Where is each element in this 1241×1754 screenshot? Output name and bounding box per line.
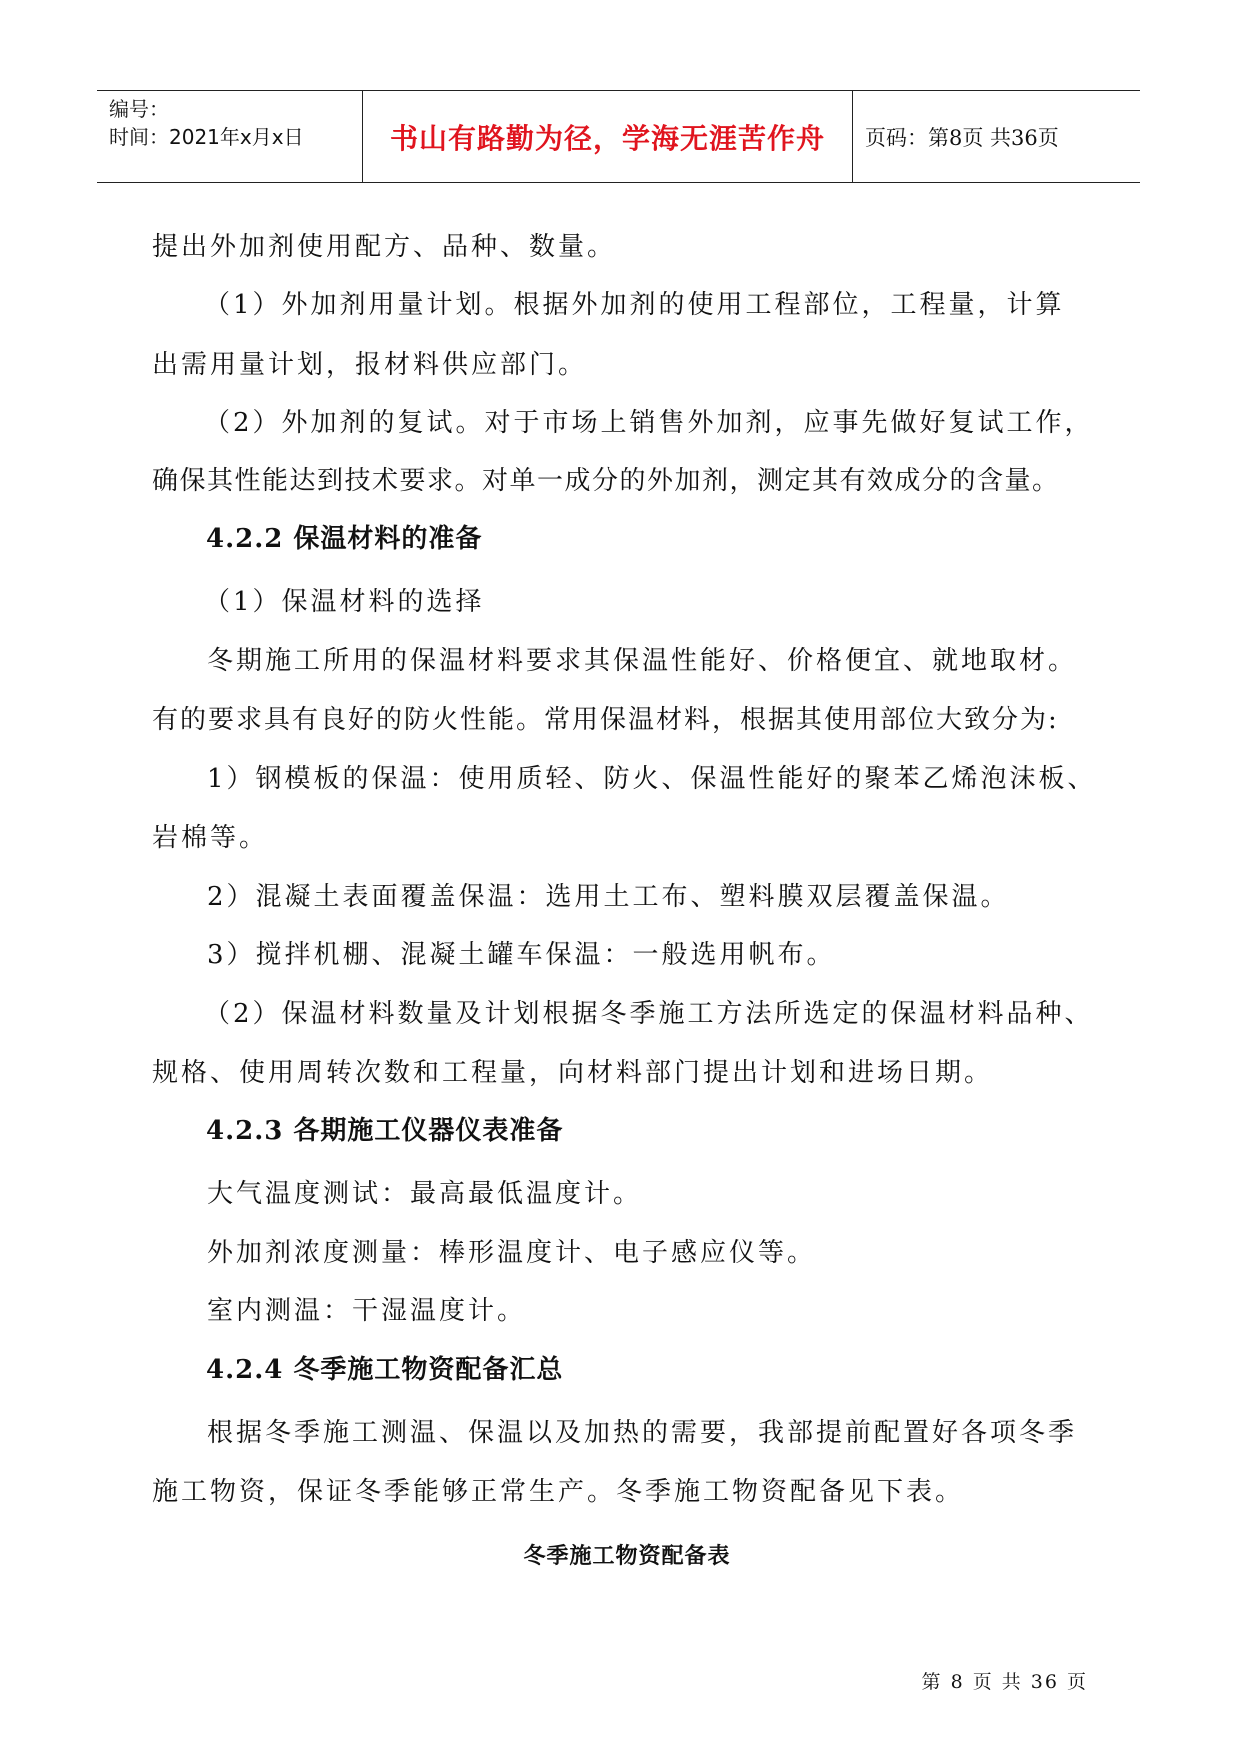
paragraph-line: 规格、使用周转次数和工程量，向材料部门提出计划和进场日期。	[152, 1058, 994, 1088]
document-number-label: 编号：	[109, 97, 169, 121]
paragraph-line: 1）钢模板的保温：使用质轻、防火、保温性能好的聚苯乙烯泡沫板、	[207, 764, 1097, 794]
section-heading-4-2-2: 4.2.2 保温材料的准备	[206, 524, 483, 554]
paragraph-line: （1）保温材料的选择	[204, 587, 485, 617]
header-motto: 书山有路勤为径，学海无涯苦作舟	[389, 121, 825, 155]
paragraph-line: 岩棉等。	[152, 823, 269, 853]
paragraph-line: 出需用量计划，报材料供应部门。	[152, 350, 588, 380]
header-left-cell	[97, 91, 363, 182]
header-page-cell	[853, 91, 1140, 182]
paragraph-line: 大气温度测试：最高最低温度计。	[207, 1179, 643, 1209]
header-motto-cell	[363, 91, 853, 182]
section-heading-4-2-3: 4.2.3 各期施工仪器仪表准备	[206, 1116, 564, 1146]
paragraph-line: （2）外加剂的复试。对于市场上销售外加剂，应事先做好复试工作，	[204, 408, 1094, 438]
page-footer: 第 8 页 共 36 页	[921, 1671, 1088, 1693]
paragraph-line: 施工物资，保证冬季能够正常生产。冬季施工物资配备见下表。	[152, 1477, 965, 1507]
paragraph-line: 提出外加剂使用配方、品种、数量。	[152, 232, 617, 262]
header-page-info: 页码：第8页 共36页	[865, 125, 1059, 150]
document-time-label: 时间：2021年x月x日	[109, 125, 304, 149]
paragraph-line: 有的要求具有良好的防火性能。常用保温材料，根据其使用部位大致分为:	[152, 705, 1059, 735]
paragraph-line: 2）混凝土表面覆盖保温：选用土工布、塑料膜双层覆盖保温。	[207, 882, 1010, 912]
table-title: 冬季施工物资配备表	[523, 1543, 731, 1569]
paragraph-line: 根据冬季施工测温、保温以及加热的需要，我部提前配置好各项冬季	[207, 1418, 1078, 1448]
paragraph-line: 冬期施工所用的保温材料要求其保温性能好、价格便宜、就地取材。	[207, 646, 1078, 676]
paragraph-line: 3）搅拌机棚、混凝土罐车保温：一般选用帆布。	[207, 940, 836, 970]
paragraph-line: 外加剂浓度测量：棒形温度计、电子感应仪等。	[207, 1238, 817, 1268]
paragraph-line: 室内测温：干湿温度计。	[207, 1296, 527, 1326]
paragraph-line: （1）外加剂用量计划。根据外加剂的使用工程部位，工程量，计算	[204, 290, 1065, 320]
paragraph-line: 确保其性能达到技术要求。对单一成分的外加剂，测定其有效成分的含量。	[152, 466, 1060, 496]
paragraph-line: （2）保温材料数量及计划根据冬季施工方法所选定的保温材料品种、	[204, 999, 1094, 1029]
section-heading-4-2-4: 4.2.4 冬季施工物资配备汇总	[206, 1355, 564, 1385]
document-header	[97, 90, 1140, 183]
